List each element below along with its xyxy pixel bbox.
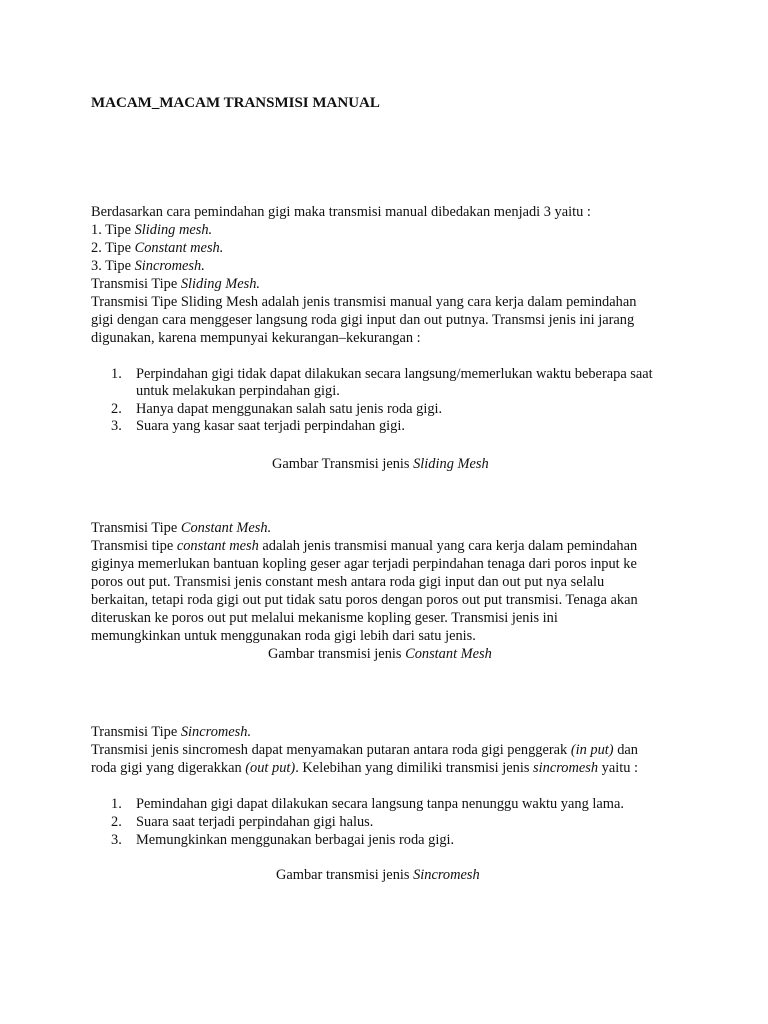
italic-term: (out put) xyxy=(245,760,296,776)
type-name: Sincromesh. xyxy=(134,258,205,274)
heading-name: Sincromesh. xyxy=(180,724,252,740)
text-span: Transmisi tipe xyxy=(91,538,177,554)
list-number: 3. xyxy=(111,832,122,848)
paragraph-line xyxy=(91,741,638,759)
type-item-1 xyxy=(91,221,212,239)
list-item: Pemindahan gigi dapat dilakukan secara langsung tanpa nenunggu waktu yang lama. xyxy=(136,796,624,812)
heading-prefix: Transmisi Tipe xyxy=(91,520,181,536)
list-number: 2. xyxy=(111,814,122,830)
italic-term: (in put) xyxy=(570,742,614,758)
text-span: . Kelebihan yang dimiliki transmisi jenis xyxy=(295,760,534,776)
list-item: Suara yang kasar saat terjadi perpindahan gigi. xyxy=(136,418,405,434)
paragraph-line: gigi dengan cara menggeser langsung roda gigi input dan out putnya. Transmsi jenis ini jarang xyxy=(91,312,635,328)
text-span: dan xyxy=(613,742,638,758)
caption-name: Sliding Mesh xyxy=(413,456,489,472)
paragraph-line: giginya memerlukan bantuan kopling geser agar terjadi perpindahan tenaga dari poros input ke xyxy=(91,556,637,572)
figure-caption-sliding xyxy=(272,455,489,473)
paragraph-line: Transmisi Tipe Sliding Mesh adalah jenis transmisi manual yang cara kerja dalam pemindahan xyxy=(91,294,637,310)
type-prefix: 3. Tipe xyxy=(91,258,135,274)
paragraph-line: diteruskan ke poros out put melalui mekanisme kopling geser. Transmisi jenis ini xyxy=(91,610,558,626)
type-name: Constant mesh. xyxy=(134,240,224,256)
type-item-3 xyxy=(91,257,205,275)
heading-name: Constant Mesh. xyxy=(180,520,272,536)
intro-line: Berdasarkan cara pemindahan gigi maka transmisi manual dibedakan menjadi 3 yaitu : xyxy=(91,204,591,220)
page-title: MACAM_MACAM TRANSMISI MANUAL xyxy=(91,95,380,111)
paragraph-line: memungkinkan untuk menggunakan roda gigi lebih dari satu jenis. xyxy=(91,628,476,644)
caption-prefix: Gambar transmisi jenis xyxy=(276,867,414,883)
caption-prefix: Gambar Transmisi jenis xyxy=(272,456,414,472)
paragraph-line: berkaitan, tetapi roda gigi out put tidak satu poros dengan poros out put transmisi. Tenaga akan xyxy=(91,592,638,608)
list-item: Perpindahan gigi tidak dapat dilakukan secara langsung/memerlukan waktu beberapa saat xyxy=(136,366,653,382)
type-item-2 xyxy=(91,239,223,257)
type-prefix: 2. Tipe xyxy=(91,240,135,256)
list-number: 1. xyxy=(111,796,122,812)
list-item: Memungkinkan menggunakan berbagai jenis roda gigi. xyxy=(136,832,455,848)
text-span: roda gigi yang digerakkan xyxy=(91,760,246,776)
caption-prefix: Gambar transmisi jenis xyxy=(268,646,406,662)
caption-name: Sincromesh xyxy=(413,867,480,883)
italic-term: constant mesh xyxy=(176,538,259,554)
paragraph-line: poros out put. Transmisi jenis constant mesh antara roda gigi input dan out put nya selalu xyxy=(91,574,605,590)
text-span: yaitu : xyxy=(598,760,639,776)
list-item: Hanya dapat menggunakan salah satu jenis roda gigi. xyxy=(136,401,443,417)
paragraph-line xyxy=(91,759,638,777)
type-prefix: 1. Tipe xyxy=(91,222,135,238)
list-number: 3. xyxy=(111,418,122,434)
heading-prefix: Transmisi Tipe xyxy=(91,724,181,740)
paragraph-line xyxy=(91,537,637,555)
figure-caption-sincro xyxy=(276,866,480,884)
heading-prefix: Transmisi Tipe xyxy=(91,276,181,292)
list-number: 2. xyxy=(111,401,122,417)
list-item-continuation: untuk melakukan perpindahan gigi. xyxy=(136,383,340,399)
heading-name: Sliding Mesh. xyxy=(180,276,261,292)
section-heading-sliding xyxy=(91,275,260,293)
section-heading-sincro xyxy=(91,723,251,741)
text-span: adalah jenis transmisi manual yang cara kerja dalam pemindahan xyxy=(258,538,638,554)
figure-caption-constant xyxy=(268,645,492,663)
section-heading-constant xyxy=(91,519,271,537)
list-number: 1. xyxy=(111,366,122,382)
list-item: Suara saat terjadi perpindahan gigi halus. xyxy=(136,814,374,830)
text-span: Transmisi jenis sincromesh dapat menyamakan putaran antara roda gigi penggerak xyxy=(91,742,571,758)
type-name: Sliding mesh. xyxy=(134,222,213,238)
paragraph-line: digunakan, karena mempunyai kekurangan–kekurangan : xyxy=(91,330,421,346)
italic-term: sincromesh xyxy=(533,760,599,776)
caption-name: Constant Mesh xyxy=(405,646,492,662)
